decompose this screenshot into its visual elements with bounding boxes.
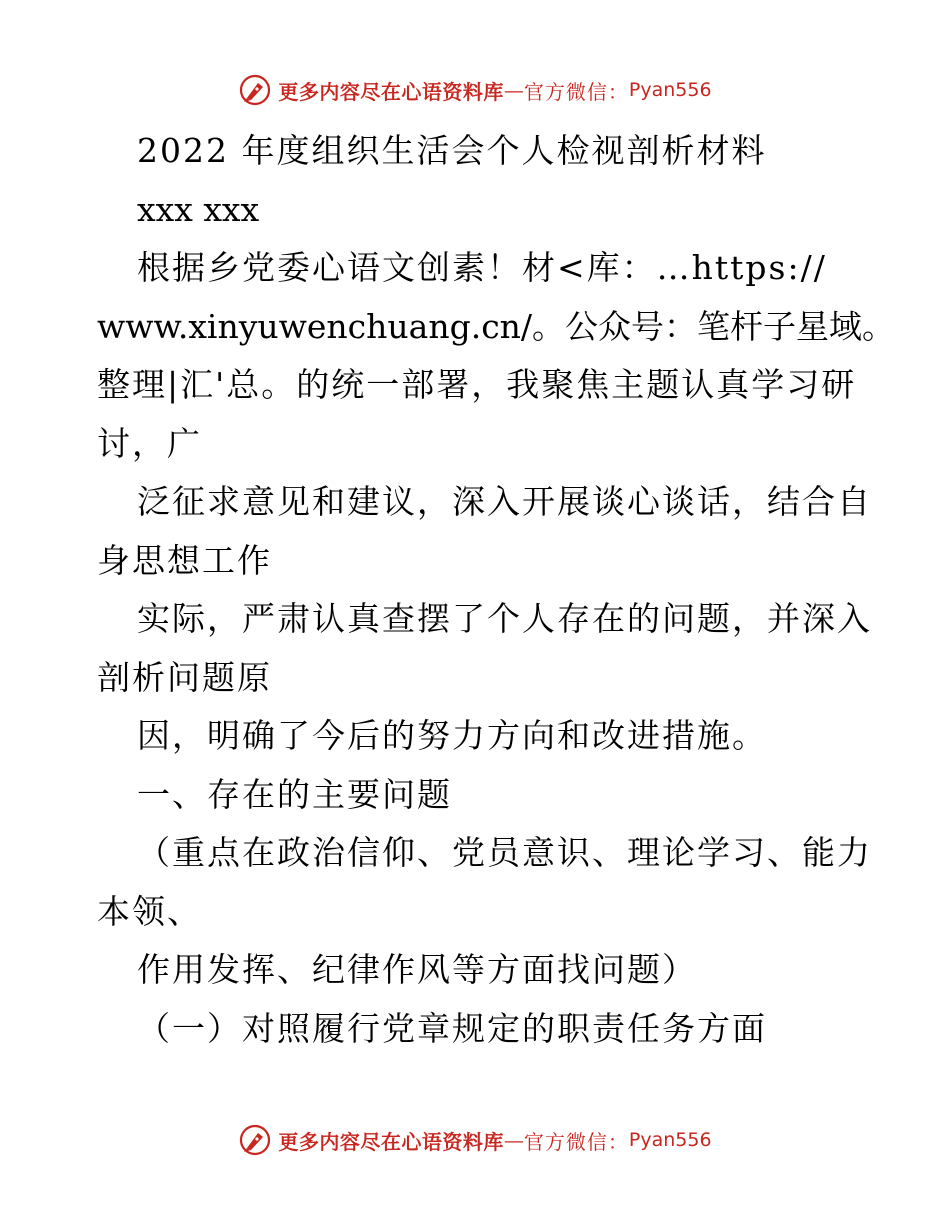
official-wechat-label: 官方微信： — [523, 1129, 629, 1154]
official-wechat-label: 官方微信： — [523, 79, 629, 104]
paragraph-line: 根据乡党委心语文创素！材<库：…https:// — [137, 248, 827, 287]
wechat-handle: Pyan556 — [628, 79, 712, 101]
paragraph-line: （重点在政治信仰、党员意识、理论学习、能力 — [137, 833, 872, 872]
paragraph-line: 实际，严肃认真查摆了个人存在的问题，并深入 — [137, 599, 872, 638]
paragraph-line: 作用发挥、纪律作风等方面找问题） — [137, 950, 697, 989]
document-title: 2022 年度组织生活会个人检视剖析材料 — [137, 131, 767, 170]
paragraph-line: 泛征求意见和建议，深入开展谈心谈话，结合自 — [137, 482, 872, 521]
header-watermark-banner — [0, 70, 950, 110]
paragraph-line: 整理|汇'总。的统一部署，我聚焦主题认真学习研 — [97, 365, 857, 404]
paragraph-line: 本领、 — [97, 891, 202, 931]
paragraph-line: 剖析问题原 — [97, 657, 272, 697]
section-heading: 一、存在的主要问题 — [137, 774, 452, 814]
document-body — [97, 122, 896, 1058]
promo-text: 更多内容尽在心语资料库 — [278, 1129, 504, 1154]
banner-dash: — — [503, 78, 524, 102]
subsection-heading: （一）对照履行党章规定的职责任务方面 — [137, 1008, 767, 1048]
paragraph-line: 讨，广 — [97, 423, 202, 463]
banner-dash: — — [503, 1128, 524, 1152]
pen-nib-logo-icon — [238, 73, 272, 107]
paragraph-line: 因，明确了今后的努力方向和改进措施。 — [137, 716, 767, 755]
paragraph-line: 身思想工作 — [97, 540, 272, 580]
wechat-handle: Pyan556 — [628, 1129, 712, 1151]
pen-nib-logo-icon — [238, 1123, 272, 1157]
author-line: xxx xxx — [137, 189, 260, 229]
footer-watermark-banner — [0, 1120, 950, 1160]
paragraph-line: www.xinyuwenchuang.cn/。公众号：笔杆子星域。 — [97, 306, 896, 346]
promo-text: 更多内容尽在心语资料库 — [278, 79, 504, 104]
